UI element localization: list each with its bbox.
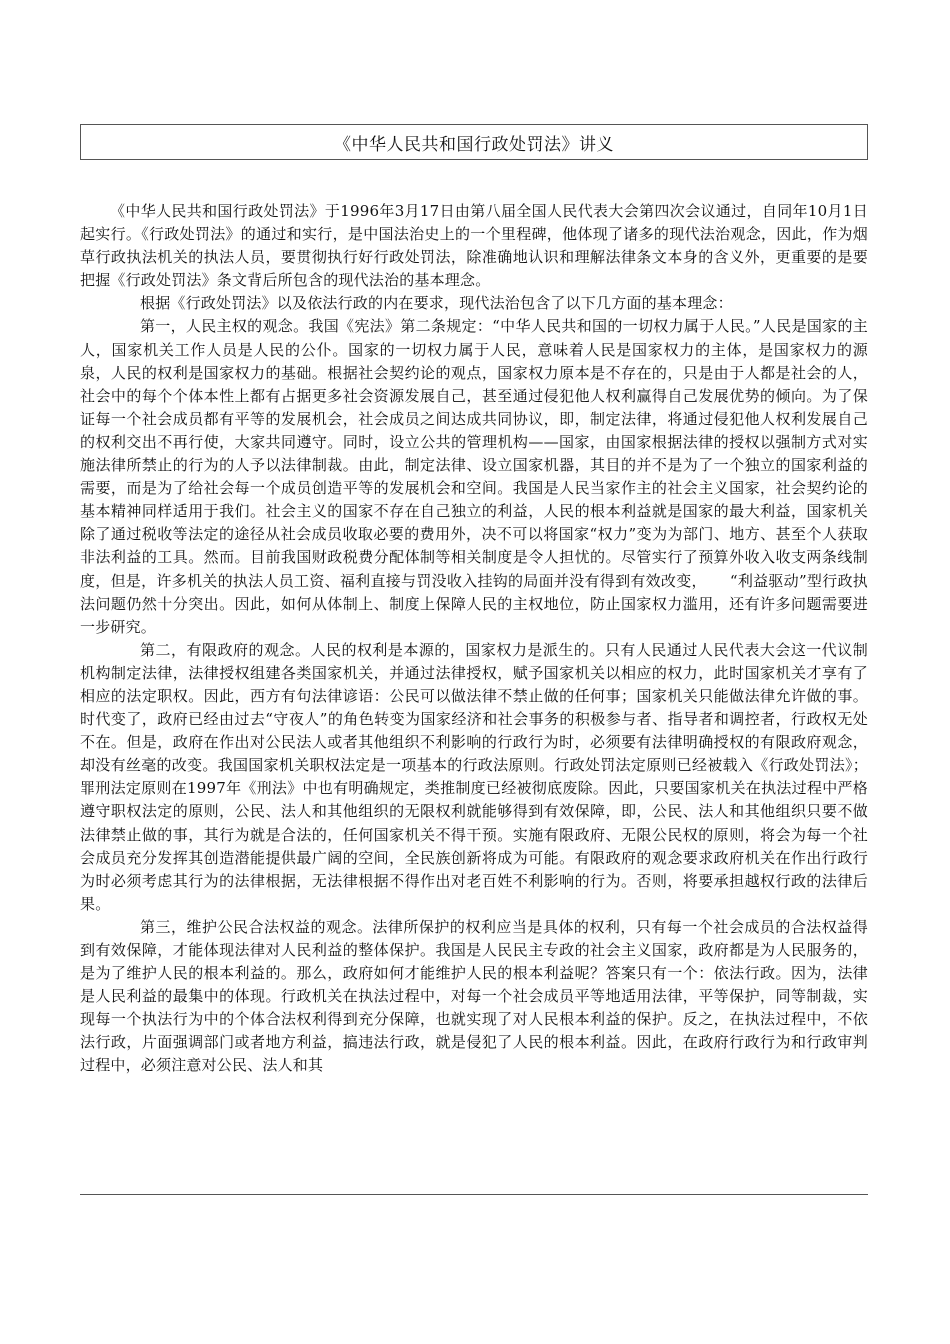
paragraph-intro: 《中华人民共和国行政处罚法》于1996年3月17日由第八届全国人民代表大会第四次会议通过，自同年10月1日起实行。《行政处罚法》的通过和实行，是中国法治史上的一个里程碑，他体现了诸多的现代法治观念，因此，作为烟草行政执法机关的执法人员，要贯彻执行好行政处罚法，除准确地认识和理解法律条文本身的含义外，更重要的是要把握《行政处罚法》条文背后所包含的现代法治的基本理念。 bbox=[80, 202, 868, 290]
document-title: 《中华人民共和国行政处罚法》讲义 bbox=[334, 134, 614, 155]
document-body bbox=[80, 200, 868, 1078]
paragraph-second-concept: 第二，有限政府的观念。人民的权利是本源的，国家权力是派生的。只有人民通过人民代表大会这一代议制机构制定法律，法律授权组建各类国家机关，并通过法律授权，赋予国家机关以相应的权力，此时国家机关才享有了相应的法定职权。因此，西方有句法律谚语：公民可以做法律不禁止做的任何事；国家机关只能做法律允许做的事。时代变了，政府已经由过去“守夜人”的角色转变为国家经济和社会事务的积极参与者、指导者和调控者，行政权无处不在。但是，政府在作出对公民法人或者其他组织不利影响的行政行为时，必须要有法律明确授权的有限政府观念，却没有丝毫的改变。我国国家机关职权法定是一项基本的行政法原则。行政处罚法定原则已经被载入《行政处罚法》；罪刑法定原则在1997年《刑法》中也有明确规定，类推制度已经被彻底废除。因此，只要国家机关在执法过程中严格遵守职权法定的原则，公民、法人和其他组织的无限权利就能够得到有效保障，即，公民、法人和其他组织只要不做法律禁止做的事，其行为就是合法的，任何国家机关不得干预。实施有限政府、无限公民权的原则，将会为每一个社会成员充分发挥其创造潜能提供最广阔的空间，全民族创新将成为可能。有限政府的观念要求政府机关在作出行政行为时必须考虑其行为的法律根据，无法律根据不得作出对老百姓不利影响的行为。否则，将要承担越权行政的法律后果。 bbox=[80, 640, 868, 913]
paragraph-first-concept: 第一，人民主权的观念。我国《宪法》第二条规定：“中华人民共和国的一切权力属于人民。”人民是国家的主人，国家机关工作人员是人民的公仆。国家的一切权力属于人民，意味着人民是国家权力的主体，是国家权力的源泉，人民的权利是国家权力的基础。根据社会契约论的观点，国家权力原本是不存在的，只是由于人都是社会的人，社会中的每个个体本性上都有占据更多社会资源发展自己，甚至通过侵犯他人权利赢得自己发展优势的倾向。为了保证每一个社会成员都有平等的发展机会，社会成员之间达成共同协议，即，制定法律，将通过侵犯他人权利发展自己的权利交出不再行使，大家共同遵守。同时，设立公共的管理机构——国家，由国家根据法律的授权以强制方式对实施法律所禁止的行为的人予以法律制裁。由此，制定法律、设立国家机器，其目的并不是为了一个独立的国家利益的需要，而是为了给社会每一个成员创造平等的发展机会和空间。我国是人民当家作主的社会主义国家，社会契约论的基本精神同样适用于我们。社会主义的国家不存在自己独立的利益，人民的根本利益就是国家的最大利益，国家机关除了通过税收等法定的途径从社会成员收取必要的费用外，决不可以将国家“权力”变为为部门、地方、甚至个人获取非法利益的工具。然而。目前我国财政税费分配体制等相关制度是令人担忧的。尽管实行了预算外收入收支两条线制度，但是，许多机关的执法人员工资、福利直接与罚没收入挂钩的局面并没有得到有效改变， “利益驱动”型行政执法问题仍然十分突出。因此，如何从体制上、制度上保障人民的主权地位，防止国家权力滥用，还有许多问题需要进一步研究。 bbox=[80, 317, 868, 636]
footer-divider bbox=[80, 1194, 868, 1195]
paragraph-basis: 根据《行政处罚法》以及依法行政的内在要求，现代法治包含了以下几方面的基本理念： bbox=[140, 294, 733, 313]
paragraph-third-concept: 第三，维护公民合法权益的观念。法律所保护的权利应当是具体的权利，只有每一个社会成员的合法权益得到有效保障，才能体现法律对人民利益的整体保护。我国是人民民主专政的社会主义国家，政府都是为人民服务的，是为了维护人民的根本利益的。那么，政府如何才能维护人民的根本利益呢？答案只有一个：依法行政。因为，法律是人民利益的最集中的体现。行政机关在执法过程中，对每一个社会成员平等地适用法律，平等保护，同等制裁，实现每一个执法行为中的个体合法权利得到充分保障，也就实现了对人民根本利益的保护。反之，在执法过程中，不依法行政，片面强调部门或者地方利益，搞违法行政，就是侵犯了人民的根本利益。因此，在政府行政行为和行政审判过程中，必须注意对公民、法人和其 bbox=[80, 917, 868, 1075]
title-box bbox=[80, 124, 868, 160]
